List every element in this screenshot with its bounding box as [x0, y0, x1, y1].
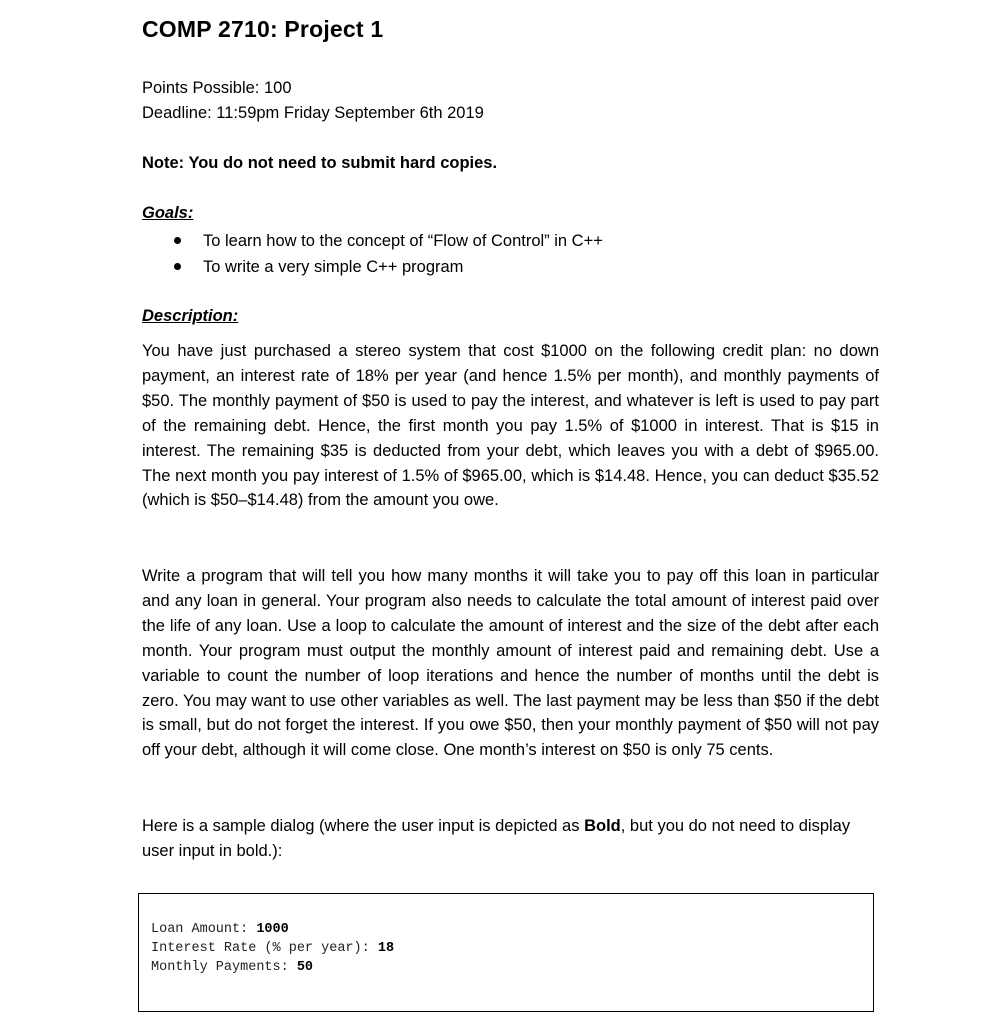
- description-paragraph-1: You have just purchased a stereo system that cost $1000 on the following credit plan: no down payment, an interest rate of 18% per year (and hence 1.5% per month), and monthly payments of $50. The monthly payment of $50 is used to pay the interest, and whatever is left is used to pay part of the remaining debt. Hence, the first month you pay 1.5% of $1000 in interest. That is $15 in interest. The remaining $35 is deducted from your debt, which leaves you with a debt of $965.00. The next month you pay interest of 1.5% of $965.00, which is $14.48. Hence, you can deduct $35.52 (which is $50–$14.48) from the amount you owe.: [142, 342, 879, 510]
- goal-text: To learn how to the concept of “Flow of Control” in C++: [203, 232, 603, 250]
- bullet-icon: [174, 237, 181, 244]
- dialog-user-input: 1000: [256, 922, 289, 937]
- dialog-prompt: Loan Amount:: [151, 922, 257, 937]
- bullet-icon: [174, 263, 181, 270]
- dialog-prompt: Interest Rate (% per year):: [151, 941, 378, 956]
- points-possible: Points Possible: 100: [142, 79, 292, 97]
- dialog-line-interest-rate: [151, 939, 394, 958]
- goal-item: [142, 228, 603, 254]
- sample-dialog-box: [138, 893, 874, 1012]
- dialog-user-input: 18: [377, 941, 395, 956]
- deadline: Deadline: 11:59pm Friday September 6th 2019: [142, 104, 484, 122]
- goals-list: [142, 228, 603, 280]
- goal-text: To write a very simple C++ program: [203, 258, 464, 276]
- bold-word: Bold: [584, 817, 621, 835]
- dialog-user-input: 50: [296, 960, 314, 975]
- dialog-line-monthly-payments: [151, 958, 313, 977]
- description-heading: Description:: [142, 307, 239, 325]
- paragraph-3-text-start: Here is a sample dialog (where the user input is depicted as: [142, 817, 585, 835]
- document-title: COMP 2710: Project 1: [142, 16, 384, 42]
- description-paragraph-2: Write a program that will tell you how many months it will take you to pay off this loan in particular and any loan in general. Your program also needs to calculate the total amount of interest paid over the life of any loan. Use a loop to calculate the amount of interest and the size of the debt after each month. Your program must output the monthly amount of interest paid and remaining debt. Use a variable to count the number of loop iterations and hence the number of months until the debt is zero. You may want to use other variables as well. The last payment may be less than $50 if the debt is small, but do not forget the interest. If you owe $50, then your monthly payment of $50 will not pay off your debt, although it will come close. One month’s interest on $50 is only 75 cents.: [142, 567, 879, 760]
- paragraph-3-text-end: , but you do not need to display user input in bold.):: [142, 817, 851, 860]
- submission-note: Note: You do not need to submit hard copies.: [142, 154, 498, 172]
- goals-heading: Goals:: [142, 204, 194, 222]
- dialog-prompt: Monthly Payments:: [151, 960, 297, 975]
- dialog-line-loan-amount: [151, 920, 289, 939]
- description-paragraph-3: [142, 814, 879, 864]
- goal-item: [142, 254, 603, 280]
